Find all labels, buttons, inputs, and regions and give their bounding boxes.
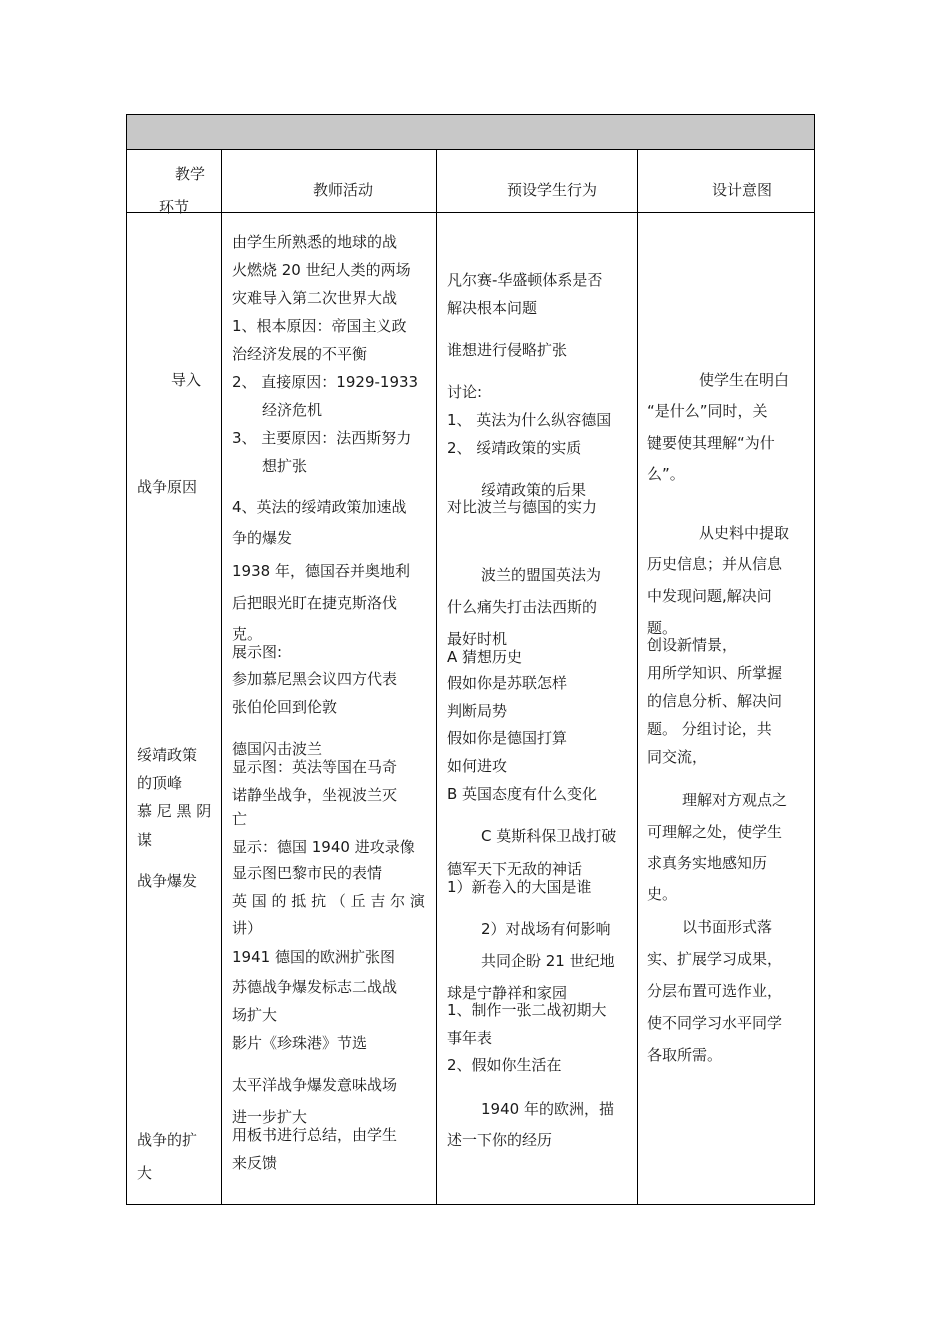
intent-line: 创设新情景， xyxy=(647,636,738,654)
header-design-intent: 设计意图 xyxy=(712,181,773,199)
student-line: B 英国态度有什么变化 xyxy=(447,785,598,803)
teacher-line: 火燃烧 20 世纪人类的两场 xyxy=(232,261,411,279)
intent-line: 同交流， xyxy=(647,748,708,766)
teacher-line: 参加慕尼黑会议四方代表 xyxy=(232,670,398,688)
stage-label: 慕 尼 黑 阴 xyxy=(137,802,212,820)
intent-line: 键要使其理解“为什 xyxy=(647,434,775,452)
student-line: A 猜想历史 xyxy=(447,648,523,666)
student-line: 共同企盼 21 世纪地 xyxy=(481,952,615,970)
intent-line: 使不同学习水平同学 xyxy=(647,1014,783,1032)
stage-label: 绥靖政策 xyxy=(137,746,198,764)
teacher-line: 1938 年，德国吞并奥地利 xyxy=(232,562,410,580)
student-line: 对比波兰与德国的实力 xyxy=(447,498,598,516)
student-line: 最好时机 xyxy=(447,630,508,648)
intent-line: 用所学知识、所掌握 xyxy=(647,664,783,682)
header-stage-line1: 教学 xyxy=(175,165,206,183)
intent-line: 理解对方观点之 xyxy=(682,791,788,809)
teacher-line: 诺静坐战争，坐视波兰灭 xyxy=(232,786,398,804)
teacher-line: 2、 直接原因：1929-1933 xyxy=(232,373,419,391)
teacher-line: 由学生所熟悉的地球的战 xyxy=(232,233,398,251)
student-line: 如何进攻 xyxy=(447,757,508,775)
intent-line: 求真务实地感知历 xyxy=(647,854,768,872)
intent-line: 从史料中提取 xyxy=(699,524,790,542)
student-line: 绥靖政策的后果 xyxy=(481,481,587,499)
teacher-line: 显示图：英法等国在马奇 xyxy=(232,758,398,776)
student-line: 解决根本问题 xyxy=(447,299,538,317)
header-stage-line2: 环节 xyxy=(159,198,190,216)
intent-line: 分层布置可选作业， xyxy=(647,982,783,1000)
student-line: 凡尔赛-华盛顿体系是否 xyxy=(447,271,603,289)
intent-line: 题。 分组讨论，共 xyxy=(647,720,772,738)
header-row-divider xyxy=(127,212,814,213)
teacher-line: 展示图: xyxy=(232,643,283,661)
teacher-line: 用板书进行总结，由学生 xyxy=(232,1126,398,1144)
teacher-line: 来反馈 xyxy=(232,1154,278,1172)
stage-label: 的顶峰 xyxy=(137,774,183,792)
student-line: 2）对战场有何影响 xyxy=(481,920,611,938)
teacher-line: 经济危机 xyxy=(262,401,323,419)
intent-line: 可理解之处，使学生 xyxy=(647,823,783,841)
student-line: 讨论: xyxy=(447,383,483,401)
stage-label: 大 xyxy=(137,1164,153,1182)
student-line: 判断局势 xyxy=(447,702,508,720)
teacher-line: 张伯伦回到伦敦 xyxy=(232,698,338,716)
intent-line: 中发现问题,解决问 xyxy=(647,587,772,605)
student-line: 德军天下无敌的神话 xyxy=(447,860,583,878)
teacher-line: 克。 xyxy=(232,625,263,643)
column-divider xyxy=(637,149,638,1204)
student-line: 什么痛失打击法西斯的 xyxy=(447,598,598,616)
student-line: 述一下你的经历 xyxy=(447,1131,553,1149)
student-line: 谁想进行侵略扩张 xyxy=(447,341,568,359)
teacher-line: 亡 xyxy=(232,810,248,828)
teacher-line: 苏德战争爆发标志二战战 xyxy=(232,978,398,996)
intent-line: 使学生在明白 xyxy=(699,371,790,389)
teacher-line: 进一步扩大 xyxy=(232,1108,308,1126)
stage-label: 战争爆发 xyxy=(137,872,198,890)
teacher-line: 影片《珍珠港》节选 xyxy=(232,1034,368,1052)
teacher-line: 3、 主要原因：法西斯努力 xyxy=(232,429,412,447)
header-student-behavior: 预设学生行为 xyxy=(507,181,598,199)
student-line: 球是宁静祥和家园 xyxy=(447,984,568,1002)
student-line: 2、 绥靖政策的实质 xyxy=(447,439,582,457)
intent-line: 以书面形式落 xyxy=(682,918,773,936)
student-line: 1940 年的欧洲，描 xyxy=(481,1100,614,1118)
teacher-line: 讲） xyxy=(232,919,263,937)
teacher-line: 英 国 的 抵 抗 （ 丘 吉 尔 演 xyxy=(232,892,425,910)
teacher-line: 场扩大 xyxy=(232,1006,278,1024)
teacher-line: 显示：德国 1940 进攻录像 xyxy=(232,838,415,856)
intent-line: 实、扩展学习成果， xyxy=(647,950,783,968)
teacher-line: 后把眼光盯在捷克斯洛伐 xyxy=(232,594,398,612)
header-teacher-activity: 教师活动 xyxy=(313,181,374,199)
student-line: 1、 英法为什么纵容德国 xyxy=(447,411,612,429)
lesson-plan-table xyxy=(126,114,815,1205)
student-line: C 莫斯科保卫战打破 xyxy=(481,827,617,845)
intent-line: 题。 xyxy=(647,619,678,637)
column-divider xyxy=(221,149,222,1204)
student-line: 假如你是苏联怎样 xyxy=(447,674,568,692)
teacher-line: 1、根本原因：帝国主义政 xyxy=(232,317,407,335)
student-line: 1、制作一张二战初期大 xyxy=(447,1001,607,1019)
intent-line: 历史信息；并从信息 xyxy=(647,555,783,573)
intent-line: 么”。 xyxy=(647,465,685,483)
teacher-line: 4、英法的绥靖政策加速战 xyxy=(232,498,407,516)
teacher-line: 想扩张 xyxy=(262,457,308,475)
teacher-line: 太平洋战争爆发意味战场 xyxy=(232,1076,398,1094)
intent-line: 的信息分析、解决问 xyxy=(647,692,783,710)
stage-label: 谋 xyxy=(137,831,153,849)
teacher-line: 争的爆发 xyxy=(232,529,293,547)
teacher-line: 治经济发展的不平衡 xyxy=(232,345,368,363)
student-line: 波兰的盟国英法为 xyxy=(481,566,602,584)
intent-line: 各取所需。 xyxy=(647,1046,723,1064)
stage-label: 导入 xyxy=(171,371,202,389)
intent-line: “是什么”同时，关 xyxy=(647,402,768,420)
table-title-band xyxy=(127,115,814,150)
teacher-line: 德国闪击波兰 xyxy=(232,740,323,758)
student-line: 1）新卷入的大国是谁 xyxy=(447,878,592,896)
teacher-line: 1941 德国的欧洲扩张图 xyxy=(232,948,395,966)
student-line: 2、假如你生活在 xyxy=(447,1056,562,1074)
student-line: 事年表 xyxy=(447,1029,493,1047)
column-divider xyxy=(436,149,437,1204)
intent-line: 史。 xyxy=(647,885,678,903)
stage-label: 战争的扩 xyxy=(137,1131,198,1149)
student-line: 假如你是德国打算 xyxy=(447,729,568,747)
teacher-line: 灾难导入第二次世界大战 xyxy=(232,289,398,307)
stage-label: 战争原因 xyxy=(137,478,198,496)
teacher-line: 显示图巴黎市民的表情 xyxy=(232,864,383,882)
